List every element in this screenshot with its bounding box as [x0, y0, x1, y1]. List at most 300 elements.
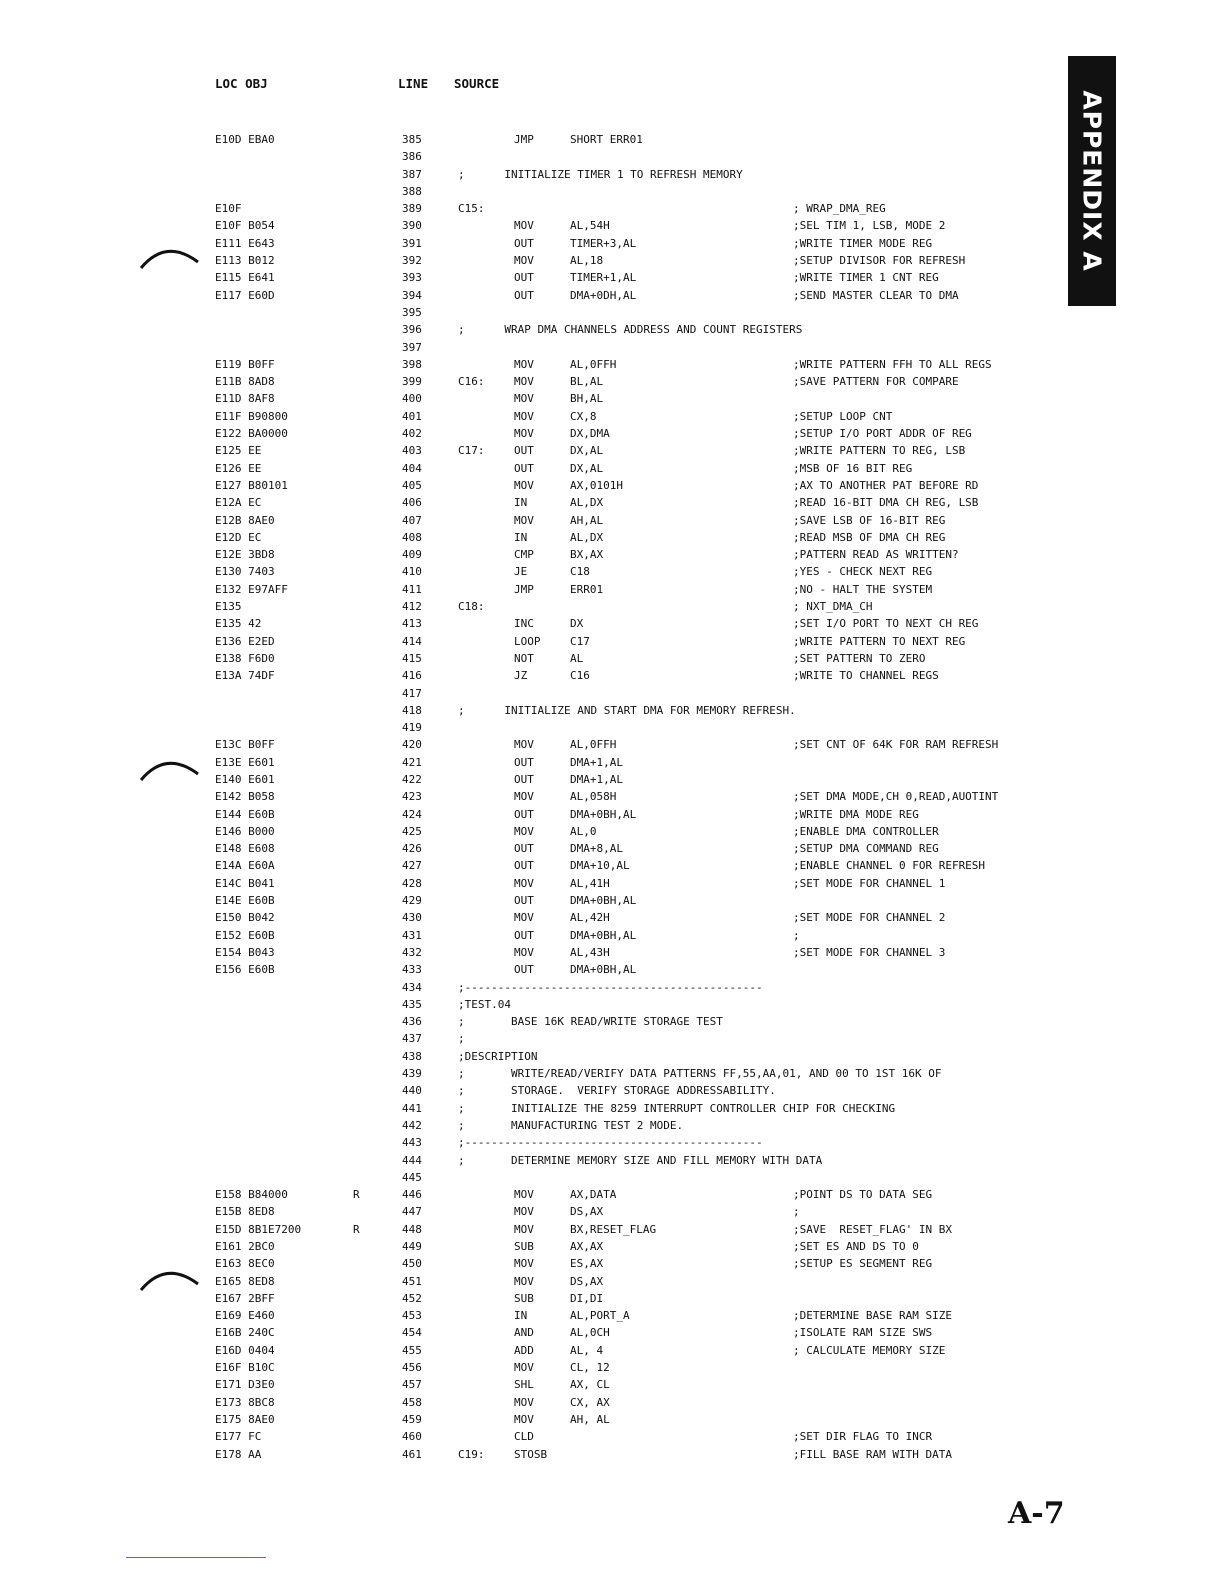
line-number: 385 [402, 133, 422, 146]
loc-obj: E16B 240C [215, 1326, 275, 1340]
source-comment: ; INITIALIZE AND START DMA FOR MEMORY REFRESH. [458, 703, 796, 717]
source-label: C17: [458, 444, 485, 458]
line-number: 437 [402, 1032, 422, 1046]
source-comment: ;ENABLE CHANNEL 0 FOR REFRESH [793, 859, 986, 873]
line-number: 461 [402, 1447, 422, 1461]
source-opcode: MOV [514, 254, 534, 268]
line-number: 409 [402, 548, 422, 562]
source-comment: ;ISOLATE RAM SIZE SWS [793, 1326, 933, 1340]
line-number: 449 [402, 1240, 422, 1253]
source-comment: ;SET I/O PORT TO NEXT CH REG [793, 617, 979, 631]
listing-row [0, 529, 1060, 546]
listing-row [0, 615, 1060, 632]
listing-row [0, 736, 1060, 753]
source-comment: ;SET DMA MODE,CH 0,READ,AUOTINT [793, 790, 999, 804]
source-operand: BX,RESET_FLAG [570, 1222, 657, 1236]
footer-rule [126, 1557, 266, 1558]
line-number: 413 [402, 617, 422, 631]
source-opcode: NOT [514, 651, 534, 665]
source-operand: CL, 12 [570, 1361, 610, 1375]
listing-row [0, 806, 1060, 823]
line-number: 408 [402, 530, 422, 544]
source-operand: AL,0 [570, 824, 597, 838]
source-comment: ;WRITE PATTERN TO REG, LSB [793, 444, 966, 458]
listing-row [0, 1065, 1060, 1082]
reloc-flag: R [353, 1188, 360, 1202]
source-opcode: SUB [514, 1240, 534, 1253]
source-opcode: ADD [514, 1343, 534, 1357]
source-label: C16: [458, 375, 485, 389]
listing-row [0, 1152, 1060, 1169]
listing-row [0, 339, 1060, 356]
source-opcode: OUT [514, 842, 534, 856]
source-operand: DMA+10,AL [570, 859, 630, 873]
listing-row [0, 771, 1060, 788]
listing-row [0, 1394, 1060, 1411]
loc-obj: E119 B0FF [215, 357, 275, 371]
listing-row [0, 356, 1060, 373]
listing-row [0, 304, 1060, 321]
source-operand: C17 [570, 634, 590, 648]
listing-row [0, 1186, 1060, 1203]
listing-row [0, 857, 1060, 874]
line-number: 397 [402, 340, 422, 354]
listing-row [0, 460, 1060, 477]
source-opcode: MOV [514, 392, 534, 406]
page-number: A-7 [1008, 1496, 1065, 1531]
line-number: 388 [402, 184, 422, 198]
loc-obj: E178 AA [215, 1447, 262, 1461]
source-opcode: MOV [514, 1257, 534, 1271]
listing-row [0, 1082, 1060, 1099]
source-opcode: IN [514, 530, 528, 544]
loc-obj: E14A E60A [215, 859, 275, 873]
source-opcode: MOV [514, 219, 534, 233]
loc-obj: E177 FC [215, 1430, 262, 1444]
line-number: 386 [402, 150, 422, 164]
source-operand: AL,PORT_A [570, 1309, 630, 1323]
header-line: LINE [398, 76, 429, 91]
listing-row [0, 1013, 1060, 1030]
source-comment: ;SEL TIM 1, LSB, MODE 2 [793, 219, 946, 233]
loc-obj: E13C B0FF [215, 738, 275, 752]
source-operand: AX,0101H [570, 478, 623, 492]
listing-row [0, 598, 1060, 615]
source-comment: ;SET DIR FLAG TO INCR [793, 1430, 933, 1444]
source-opcode: SHL [514, 1378, 534, 1392]
source-opcode: OUT [514, 288, 534, 302]
line-number: 448 [402, 1222, 422, 1236]
line-number: 460 [402, 1430, 422, 1444]
source-comment: ;WRITE PATTERN FFH TO ALL REGS [793, 357, 992, 371]
loc-obj: E15B 8ED8 [215, 1205, 275, 1219]
listing-row [0, 667, 1060, 684]
line-number: 390 [402, 219, 422, 233]
line-number: 442 [402, 1118, 422, 1132]
line-number: 433 [402, 963, 422, 977]
line-number: 441 [402, 1101, 422, 1115]
source-operand: C18 [570, 565, 590, 579]
source-opcode: CLD [514, 1430, 534, 1444]
source-opcode: OUT [514, 772, 534, 786]
line-number: 394 [402, 288, 422, 302]
line-number: 424 [402, 807, 422, 821]
listing-row [0, 875, 1060, 892]
source-opcode: OUT [514, 236, 534, 250]
source-comment: ;WRITE TO CHANNEL REGS [793, 669, 939, 683]
source-comment: ;POINT DS TO DATA SEG [793, 1188, 933, 1202]
source-comment: ;DETERMINE BASE RAM SIZE [793, 1309, 952, 1323]
line-number: 425 [402, 824, 422, 838]
source-opcode: OUT [514, 894, 534, 908]
source-opcode: IN [514, 496, 528, 510]
loc-obj: E13E E601 [215, 755, 275, 769]
loc-obj: E16F B10C [215, 1361, 275, 1375]
listing-row [0, 1134, 1060, 1151]
source-comment: ; INITIALIZE TIMER 1 TO REFRESH MEMORY [458, 167, 743, 181]
source-comment: ;WRITE PATTERN TO NEXT REG [793, 634, 966, 648]
listing-row [0, 840, 1060, 857]
source-opcode: MOV [514, 513, 534, 527]
source-comment: ;SETUP ES SEGMENT REG [793, 1257, 933, 1271]
line-number: 398 [402, 357, 422, 371]
loc-obj: E115 E641 [215, 271, 275, 285]
source-operand: AL,42H [570, 911, 610, 925]
source-opcode: MOV [514, 1222, 534, 1236]
source-operand: DI,DI [570, 1291, 604, 1305]
loc-obj: E135 [215, 600, 242, 614]
line-number: 420 [402, 738, 422, 752]
source-comment: ; CALCULATE MEMORY SIZE [793, 1343, 946, 1357]
source-operand: DMA+1,AL [570, 755, 623, 769]
loc-obj: E169 E460 [215, 1309, 275, 1323]
source-operand: AX, CL [570, 1378, 610, 1392]
listing-row [0, 252, 1060, 269]
listing-row [0, 892, 1060, 909]
listing-row [0, 408, 1060, 425]
loc-obj: E12A EC [215, 496, 262, 510]
source-comment: ;READ 16-BIT DMA CH REG, LSB [793, 496, 979, 510]
listing-row [0, 217, 1060, 234]
line-number: 401 [402, 409, 422, 423]
listing-row [0, 1307, 1060, 1324]
line-number: 434 [402, 980, 422, 994]
source-operand: AL [570, 651, 584, 665]
line-number: 451 [402, 1274, 422, 1288]
source-comment: ;AX TO ANOTHER PAT BEFORE RD [793, 478, 979, 492]
loc-obj: E125 EE [215, 444, 262, 458]
source-operand: AH, AL [570, 1412, 610, 1426]
listing-row [0, 425, 1060, 442]
listing-row [0, 1238, 1060, 1255]
line-number: 421 [402, 755, 422, 769]
listing-row [0, 1376, 1060, 1393]
source-operand: DMA+0BH,AL [570, 807, 637, 821]
source-operand: SHORT ERR01 [570, 133, 643, 146]
source-comment: ;WRITE TIMER MODE REG [793, 236, 933, 250]
line-number: 410 [402, 565, 422, 579]
source-comment: ;--------------------------------------------- [458, 1136, 763, 1150]
listing-row [0, 581, 1060, 598]
source-comment: ; [793, 928, 800, 942]
loc-obj: E127 B80101 [215, 478, 288, 492]
source-operand: ERR01 [570, 582, 604, 596]
listing-row [0, 1411, 1060, 1428]
listing-row [0, 1100, 1060, 1117]
listing-row [0, 979, 1060, 996]
listing-row [0, 546, 1060, 563]
listing-row [0, 235, 1060, 252]
loc-obj: E154 B043 [215, 945, 275, 959]
line-number: 457 [402, 1378, 422, 1392]
line-number: 412 [402, 600, 422, 614]
source-comment: ; WRAP DMA CHANNELS ADDRESS AND COUNT REGISTERS [458, 323, 803, 337]
source-operand: DS,AX [570, 1274, 604, 1288]
source-operand: DX [570, 617, 584, 631]
source-operand: BH,AL [570, 392, 604, 406]
listing-row [0, 823, 1060, 840]
line-number: 456 [402, 1361, 422, 1375]
line-number: 455 [402, 1343, 422, 1357]
line-number: 403 [402, 444, 422, 458]
line-number: 454 [402, 1326, 422, 1340]
source-label: C15: [458, 202, 485, 216]
source-operand: DMA+1,AL [570, 772, 623, 786]
source-opcode: MOV [514, 1361, 534, 1375]
source-operand: DMA+8,AL [570, 842, 623, 856]
source-operand: AL,54H [570, 219, 610, 233]
line-number: 427 [402, 859, 422, 873]
source-opcode: INC [514, 617, 534, 631]
line-number: 407 [402, 513, 422, 527]
line-number: 438 [402, 1049, 422, 1063]
source-operand: AL,0CH [570, 1326, 610, 1340]
listing-row [0, 719, 1060, 736]
listing-row [0, 1324, 1060, 1341]
source-opcode: OUT [514, 755, 534, 769]
listing-row [0, 1255, 1060, 1272]
loc-obj: E11F B90800 [215, 409, 288, 423]
listing-row [0, 1428, 1060, 1445]
source-opcode: MOV [514, 790, 534, 804]
source-opcode: MOV [514, 1188, 534, 1202]
source-operand: AL,18 [570, 254, 604, 268]
listing-row [0, 702, 1060, 719]
loc-obj: E13A 74DF [215, 669, 275, 683]
line-number: 453 [402, 1309, 422, 1323]
source-comment: ;SET CNT OF 64K FOR RAM REFRESH [793, 738, 999, 752]
source-opcode: OUT [514, 271, 534, 285]
source-operand: AL, 4 [570, 1343, 604, 1357]
loc-obj: E10D EBA0 [215, 133, 275, 146]
listing-row [0, 1290, 1060, 1307]
source-opcode: MOV [514, 478, 534, 492]
source-comment: ;SAVE RESET_FLAG' IN BX [793, 1222, 952, 1236]
line-number: 418 [402, 703, 422, 717]
line-number: 417 [402, 686, 422, 700]
line-number: 419 [402, 721, 422, 735]
source-comment: ;SET MODE FOR CHANNEL 2 [793, 911, 946, 925]
listing-row [0, 269, 1060, 286]
source-comment: ; [458, 1032, 465, 1046]
line-number: 400 [402, 392, 422, 406]
line-number: 435 [402, 997, 422, 1011]
loc-obj: E122 BA0000 [215, 427, 288, 441]
loc-obj: E156 E60B [215, 963, 275, 977]
source-comment: ; STORAGE. VERIFY STORAGE ADDRESSABILITY. [458, 1084, 776, 1098]
listing-row [0, 512, 1060, 529]
source-comment: ;WRITE DMA MODE REG [793, 807, 919, 821]
listing-row [0, 1359, 1060, 1376]
source-comment: ;SAVE LSB OF 16-BIT REG [793, 513, 946, 527]
source-comment: ; BASE 16K READ/WRITE STORAGE TEST [458, 1015, 723, 1029]
source-opcode: MOV [514, 1274, 534, 1288]
source-operand: BX,AX [570, 548, 604, 562]
loc-obj: E152 E60B [215, 928, 275, 942]
line-number: 431 [402, 928, 422, 942]
source-opcode: IN [514, 1309, 528, 1323]
loc-obj: E12B 8AE0 [215, 513, 275, 527]
source-comment: ;ENABLE DMA CONTROLLER [793, 824, 939, 838]
loc-obj: E165 8ED8 [215, 1274, 275, 1288]
source-operand: DMA+0BH,AL [570, 928, 637, 942]
line-number: 429 [402, 894, 422, 908]
header-loc-obj: LOC OBJ [215, 76, 268, 91]
listing-row [0, 1030, 1060, 1047]
source-comment: ;SEND MASTER CLEAR TO DMA [793, 288, 959, 302]
loc-obj: E171 D3E0 [215, 1378, 275, 1392]
listing-row [0, 1273, 1060, 1290]
listing-row [0, 563, 1060, 580]
line-number: 402 [402, 427, 422, 441]
listing-row [0, 321, 1060, 338]
line-number: 399 [402, 375, 422, 389]
listing-row [0, 1048, 1060, 1065]
loc-obj: E12E 3BD8 [215, 548, 275, 562]
reloc-flag: R [353, 1222, 360, 1236]
source-operand: TIMER+1,AL [570, 271, 637, 285]
source-label: C19: [458, 1447, 485, 1461]
source-operand: AL,41H [570, 876, 610, 890]
source-opcode: MOV [514, 738, 534, 752]
loc-obj: E10F [215, 202, 242, 216]
source-comment: ;NO - HALT THE SYSTEM [793, 582, 933, 596]
source-comment: ;SETUP LOOP CNT [793, 409, 893, 423]
source-opcode: JMP [514, 582, 534, 596]
loc-obj: E136 E2ED [215, 634, 275, 648]
source-comment: ;SET ES AND DS TO 0 [793, 1240, 919, 1253]
source-comment: ;TEST.04 [458, 997, 511, 1011]
listing-row [0, 442, 1060, 459]
listing-row [0, 373, 1060, 390]
loc-obj: E12D EC [215, 530, 262, 544]
listing-row [0, 1342, 1060, 1359]
source-comment: ; WRAP_DMA_REG [793, 202, 886, 216]
line-number: 416 [402, 669, 422, 683]
source-opcode: MOV [514, 911, 534, 925]
source-opcode: OUT [514, 444, 534, 458]
source-comment: ;READ MSB OF DMA CH REG [793, 530, 946, 544]
loc-obj: E15D 8B1E7200 [215, 1222, 302, 1236]
source-operand: AL,0FFH [570, 357, 617, 371]
line-number: 459 [402, 1412, 422, 1426]
listing-row [0, 287, 1060, 304]
listing-row [0, 650, 1060, 667]
source-opcode: SUB [514, 1291, 534, 1305]
line-number: 436 [402, 1015, 422, 1029]
loc-obj: E14E E60B [215, 894, 275, 908]
source-comment: ;MSB OF 16 BIT REG [793, 461, 913, 475]
source-comment: ; WRITE/READ/VERIFY DATA PATTERNS FF,55,AA,01, AND 00 TO 1ST 16K OF [458, 1067, 942, 1081]
source-operand: AX,AX [570, 1240, 604, 1253]
line-number: 440 [402, 1084, 422, 1098]
loc-obj: E146 B000 [215, 824, 275, 838]
line-number: 445 [402, 1170, 422, 1184]
listing-row [0, 1203, 1060, 1220]
loc-obj: E173 8BC8 [215, 1395, 275, 1409]
source-opcode: MOV [514, 1205, 534, 1219]
loc-obj: E113 B012 [215, 254, 275, 268]
line-number: 444 [402, 1153, 422, 1167]
loc-obj: E11D 8AF8 [215, 392, 275, 406]
source-label: C18: [458, 600, 485, 614]
line-number: 447 [402, 1205, 422, 1219]
line-number: 392 [402, 254, 422, 268]
loc-obj: E130 7403 [215, 565, 275, 579]
listing-row [0, 909, 1060, 926]
line-number: 423 [402, 790, 422, 804]
header-source: SOURCE [454, 76, 500, 91]
listing-row [0, 1117, 1060, 1134]
listing [0, 131, 1060, 1463]
source-comment: ;FILL BASE RAM WITH DATA [793, 1447, 952, 1461]
listing-row [0, 927, 1060, 944]
source-operand: C16 [570, 669, 590, 683]
source-opcode: MOV [514, 824, 534, 838]
loc-obj: E126 EE [215, 461, 262, 475]
line-number: 404 [402, 461, 422, 475]
loc-obj: E161 2BC0 [215, 1240, 275, 1253]
loc-obj: E14C B041 [215, 876, 275, 890]
loc-obj: E11B 8AD8 [215, 375, 275, 389]
line-number: 446 [402, 1188, 422, 1202]
source-comment: ;WRITE TIMER 1 CNT REG [793, 271, 939, 285]
loc-obj: E132 E97AFF [215, 582, 288, 596]
source-operand: ES,AX [570, 1257, 604, 1271]
source-opcode: MOV [514, 375, 534, 389]
loc-obj: E135 42 [215, 617, 262, 631]
source-operand: TIMER+3,AL [570, 236, 637, 250]
source-opcode: JZ [514, 669, 528, 683]
line-number: 406 [402, 496, 422, 510]
line-number: 458 [402, 1395, 422, 1409]
line-number: 450 [402, 1257, 422, 1271]
listing-row [0, 131, 1060, 148]
loc-obj: E163 8EC0 [215, 1257, 275, 1271]
source-opcode: MOV [514, 1412, 534, 1426]
line-number: 391 [402, 236, 422, 250]
source-opcode: OUT [514, 807, 534, 821]
loc-obj: E138 F6D0 [215, 651, 275, 665]
loc-obj: E142 B058 [215, 790, 275, 804]
loc-obj: E117 E60D [215, 288, 275, 302]
line-number: 428 [402, 876, 422, 890]
source-comment: ;DESCRIPTION [458, 1049, 538, 1063]
line-number: 432 [402, 945, 422, 959]
source-operand: DS,AX [570, 1205, 604, 1219]
listing-row [0, 685, 1060, 702]
line-number: 452 [402, 1291, 422, 1305]
